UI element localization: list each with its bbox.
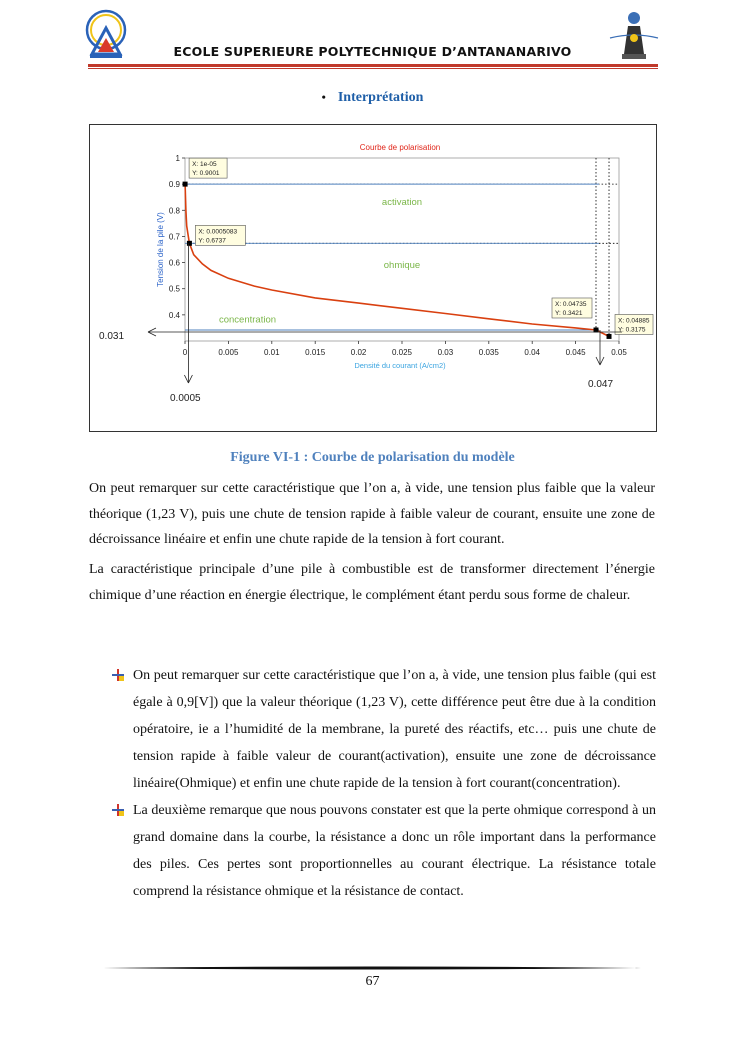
footer-rule (103, 966, 641, 970)
bullet-text: On peut remarquer sur cette caractéristique que l’on a, à vide, une tension plus faible (qui est égale à 0,9[V]) que la valeur théorique (1,23 V), cette différence peut être due à la condition opératoire, ie a l’humidité de la membrane, la pureté des réactifs, etc… puis une chute de tension rapide à faible valeur de courant(activation), ensuite une zone de décroissance linéaire(Ohmique) et enfin une chute rapide de la tension à fort courant(concentration). (133, 668, 656, 791)
zone-label: activation (381, 197, 423, 209)
x-tick-label: 0.045 (565, 348, 586, 357)
list-item (112, 662, 656, 797)
x-tick-label: 0.005 (218, 348, 239, 357)
datatip-y-label: Y: 0.9001 (192, 170, 220, 178)
datatip-x-label: X: 0.04735 (554, 300, 587, 308)
heading-text: Interprétation (337, 90, 424, 105)
y-tick-label: 0.5 (168, 284, 180, 294)
datatip-marker (607, 334, 612, 339)
section-heading (0, 90, 745, 106)
annotation-label: 0.047 (587, 379, 614, 390)
school-name: ECOLE SUPERIEURE POLYTECHNIQUE D’ANTANANARIVO (173, 44, 572, 59)
figure-frame (89, 124, 657, 432)
x-tick-label: 0.025 (391, 348, 413, 357)
datatip-x-label: X: 1e-05 (192, 161, 217, 169)
x-tick-label: 0.04 (524, 348, 540, 357)
datatip-x-label: X: 0.0005083 (198, 228, 238, 236)
y-tick-label: 0.4 (168, 310, 180, 320)
x-tick-label: 0.015 (305, 348, 326, 357)
list-item (112, 797, 656, 905)
figure-caption: Figure VI-1 : Courbe de polarisation du modèle (230, 450, 515, 465)
x-tick-label: 0.03 (437, 348, 454, 357)
page-number: 67 (365, 974, 380, 989)
polarization-chart (90, 125, 656, 431)
paragraph: La caractéristique principale d’une pile à combustible est de transformer directement l’énergie chimique d’une réaction en énergie électrique, le complément étant perdu sous forme de chaleur. (89, 562, 655, 603)
datatip-y-label: Y: 0.3421 (554, 309, 583, 317)
y-tick-label: 0.8 (168, 206, 180, 216)
datatip-y-label: Y: 0.6737 (198, 237, 226, 245)
annotation-label: 0.0005 (170, 393, 201, 404)
datatip-x-label: X: 0.04885 (618, 317, 650, 325)
datatip-marker (183, 182, 188, 187)
header-rule-thin (88, 68, 658, 69)
x-tick-label: 0 (182, 348, 188, 357)
x-tick-label: 0.02 (350, 348, 367, 357)
cross-bullet-icon (112, 669, 124, 681)
cross-bullet-icon (112, 804, 124, 816)
paragraph: On peut remarquer sur cette caractéristique que l’on a, à vide, une tension plus faible que la valeur théorique (1,23 V), puis une chute de tension rapide à faible valeur de courant, ensuite une zone de décroissance linéaire et enfin une chute rapide de la tension à fort courant. (89, 481, 655, 547)
x-tick-label: 0.035 (478, 348, 499, 357)
y-axis-label: Tension de la pile (V) (156, 212, 165, 287)
chart-title: Courbe de polarisation (359, 143, 441, 152)
header-rule (88, 64, 658, 67)
y-tick-label: 0.7 (168, 232, 180, 242)
y-tick-label: 1 (175, 154, 180, 163)
y-tick-label: 0.6 (168, 258, 180, 268)
zone-label: concentration (218, 314, 277, 326)
bullet-text: La deuxième remarque que nous pouvons constater est que la perte ohmique correspond à un grand domaine dans la courbe, la résistance a donc un rôle important dans la performance des piles. Ces pertes sont proportionnelles au courant électrique. La résistance totale comprend la résistance ohmique et la résistance de contact. (133, 803, 656, 899)
heading-bullet: • (321, 90, 326, 104)
annotation-label: 0.031 (99, 330, 125, 342)
bullet-list (112, 662, 656, 905)
x-tick-label: 0.01 (264, 348, 280, 357)
zone-label: ohmique (383, 259, 421, 271)
x-axis-label: Densité du courant (A/cm2) (354, 361, 446, 370)
x-tick-label: 0.05 (611, 348, 627, 357)
datatip-marker (187, 241, 192, 246)
datatip-y-label: Y: 0.3175 (618, 326, 646, 334)
y-tick-label: 0.9 (168, 180, 180, 190)
